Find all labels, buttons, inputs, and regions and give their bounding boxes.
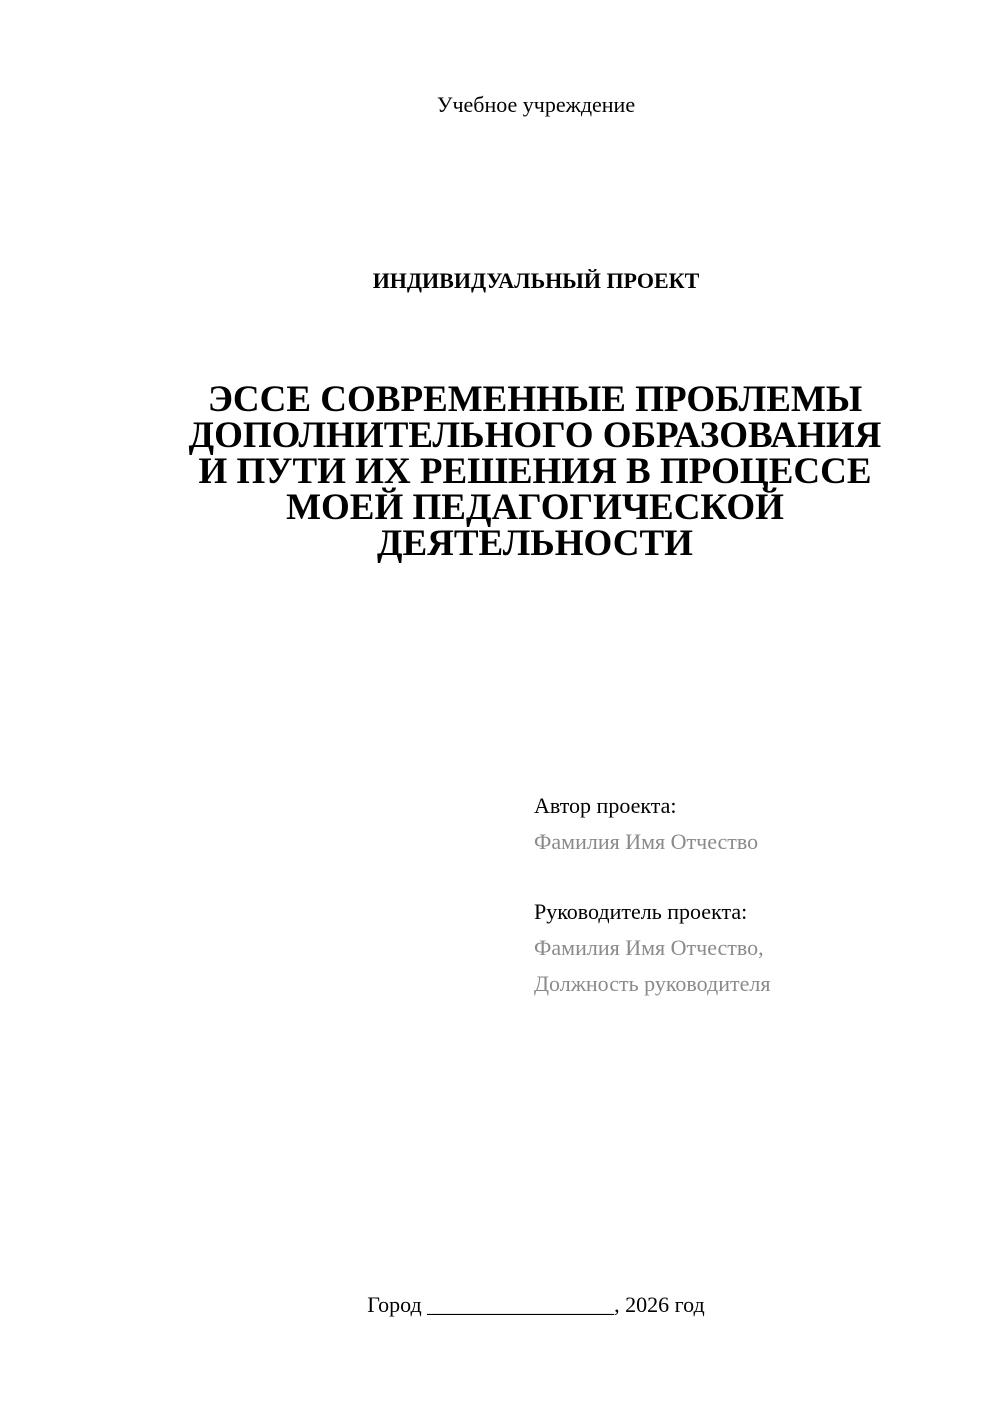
- document-title: [150, 379, 920, 564]
- supervisor-position-placeholder: Должность руководителя: [534, 971, 771, 996]
- title-line: ЭССЕ СОВРЕМЕННЫЕ ПРОБЛЕМЫ: [207, 379, 863, 420]
- credits-block: [534, 788, 974, 1002]
- spacer: [534, 860, 974, 894]
- city-year-line: Город _________________, 2026 год: [367, 1292, 705, 1317]
- project-type-heading: ИНДИВИДУАЛЬНЫЙ ПРОЕКТ: [372, 268, 700, 293]
- supervisor-label: Руководитель проекта:: [534, 899, 748, 924]
- title-line: ДЕЯТЕЛЬНОСТИ: [377, 523, 693, 564]
- author-name-placeholder: Фамилия Имя Отчество: [534, 829, 759, 854]
- title-line: МОЕЙ ПЕДАГОГИЧЕСКОЙ: [286, 487, 784, 528]
- institution-name: Учебное учреждение: [436, 92, 636, 117]
- author-label: Автор проекта:: [534, 793, 677, 818]
- supervisor-name-placeholder: Фамилия Имя Отчество,: [534, 935, 764, 960]
- title-line: И ПУТИ ИХ РЕШЕНИЯ В ПРОЦЕССЕ: [198, 451, 872, 492]
- title-line: ДОПОЛНИТЕЛЬНОГО ОБРАЗОВАНИЯ: [188, 415, 882, 456]
